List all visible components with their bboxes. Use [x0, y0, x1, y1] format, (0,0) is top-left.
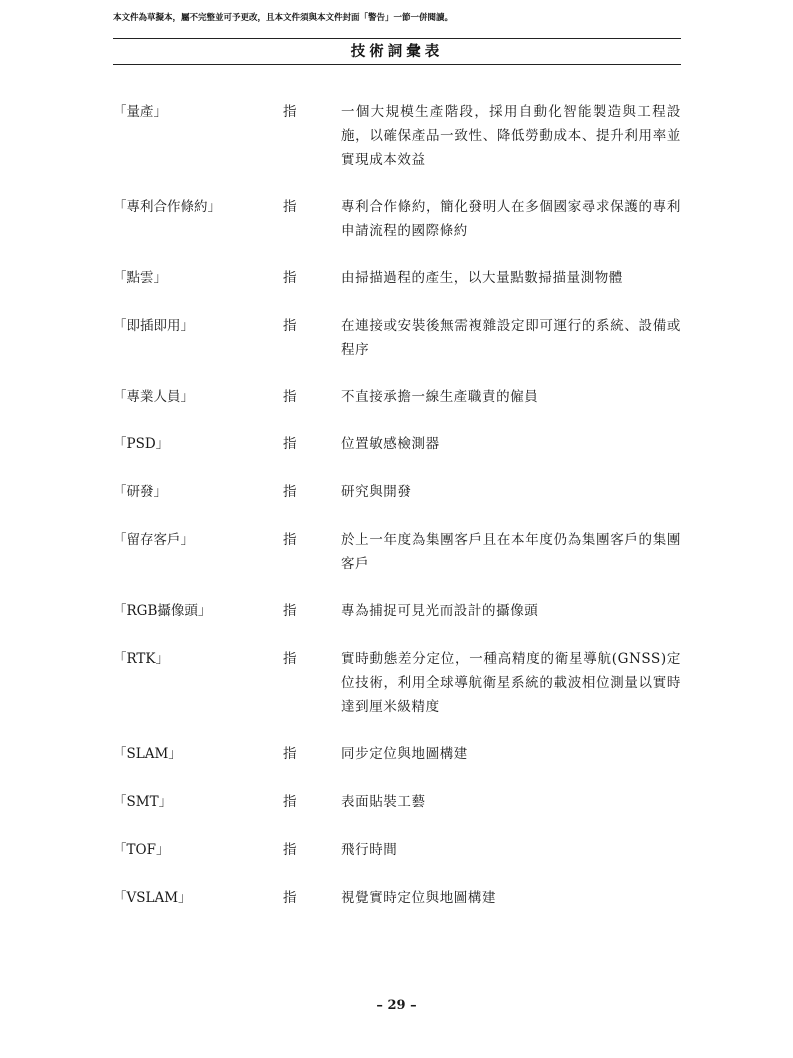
glossary-means: 指 — [283, 389, 297, 405]
glossary-entry — [113, 790, 683, 814]
glossary-term: 「即插即用」 — [113, 318, 194, 334]
glossary-definition: 位置敏感檢測器 — [341, 436, 440, 452]
glossary-definition: 同步定位與地圖構建 — [341, 746, 468, 762]
glossary-term: 「專利合作條約」 — [113, 199, 221, 215]
glossary-term: 「研發」 — [113, 484, 167, 500]
glossary-entry — [113, 742, 683, 766]
glossary-definition: 飛行時間 — [341, 842, 398, 858]
glossary-means: 指 — [283, 746, 297, 762]
glossary-term: 「VSLAM」 — [113, 890, 192, 906]
glossary-list — [113, 100, 683, 910]
glossary-definition: 在連接或安裝後無需複雜設定即可運行的系統、設備或程序 — [341, 318, 681, 358]
glossary-definition: 視覺實時定位與地圖構建 — [341, 890, 497, 906]
glossary-definition: 不直接承擔一線生產職責的僱員 — [341, 389, 539, 405]
glossary-term: 「SMT」 — [113, 794, 173, 810]
glossary-entry — [113, 480, 683, 504]
page-number: – 29 – — [376, 998, 417, 1013]
glossary-means: 指 — [283, 318, 297, 334]
glossary-means: 指 — [283, 104, 297, 120]
glossary-entry — [113, 647, 683, 719]
glossary-term: 「點雲」 — [113, 270, 167, 286]
glossary-definition: 實時動態差分定位，一種高精度的衛星導航(GNSS)定位技術，利用全球導航衛星系統的載波相位測量以實時達到厘米級精度 — [341, 651, 681, 715]
glossary-means: 指 — [283, 436, 297, 452]
glossary-term: 「量產」 — [113, 104, 167, 120]
glossary-means: 指 — [283, 270, 297, 286]
glossary-entry — [113, 599, 683, 623]
draft-disclaimer: 本文件為草擬本，屬不完整並可予更改，且本文件須與本文件封面「警告」一節一併閱讀。 — [113, 13, 454, 23]
glossary-definition: 於上一年度為集團客戶且在本年度仍為集團客戶的集團客戶 — [341, 532, 681, 572]
glossary-entry — [113, 432, 683, 456]
glossary-means: 指 — [283, 199, 297, 215]
glossary-means: 指 — [283, 651, 297, 667]
page-title: 技術詞彙表 — [350, 44, 444, 60]
glossary-entry — [113, 886, 683, 910]
glossary-entry — [113, 195, 683, 243]
glossary-term: 「PSD」 — [113, 436, 170, 452]
glossary-term: 「TOF」 — [113, 842, 170, 858]
glossary-means: 指 — [283, 842, 297, 858]
glossary-term: 「SLAM」 — [113, 746, 182, 762]
glossary-means: 指 — [283, 603, 297, 619]
glossary-means: 指 — [283, 484, 297, 500]
glossary-means: 指 — [283, 532, 297, 548]
glossary-entry — [113, 528, 683, 576]
glossary-definition: 一個大規模生產階段，採用自動化智能製造與工程設施，以確保產品一致性、降低勞動成本、提升利用率並實現成本效益 — [341, 104, 681, 168]
glossary-definition: 由掃描過程的產生，以大量點數掃描量測物體 — [341, 270, 623, 286]
glossary-term: 「RGB攝像頭」 — [113, 603, 212, 619]
glossary-entry — [113, 100, 683, 172]
glossary-means: 指 — [283, 794, 297, 810]
glossary-entry — [113, 266, 683, 290]
glossary-entry — [113, 838, 683, 862]
glossary-definition: 專利合作條約，簡化發明人在多個國家尋求保護的專利申請流程的國際條約 — [341, 199, 681, 239]
header-rule — [113, 38, 681, 39]
glossary-entry — [113, 385, 683, 409]
glossary-definition: 專為捕捉可見光而設計的攝像頭 — [341, 603, 539, 619]
glossary-means: 指 — [283, 890, 297, 906]
glossary-definition: 表面貼裝工藝 — [341, 794, 426, 810]
glossary-term: 「RTK」 — [113, 651, 170, 667]
glossary-term: 「專業人員」 — [113, 389, 194, 405]
glossary-term: 「留存客戶」 — [113, 532, 194, 548]
title-rule — [113, 64, 681, 65]
glossary-entry — [113, 314, 683, 362]
glossary-definition: 研究與開發 — [341, 484, 412, 500]
